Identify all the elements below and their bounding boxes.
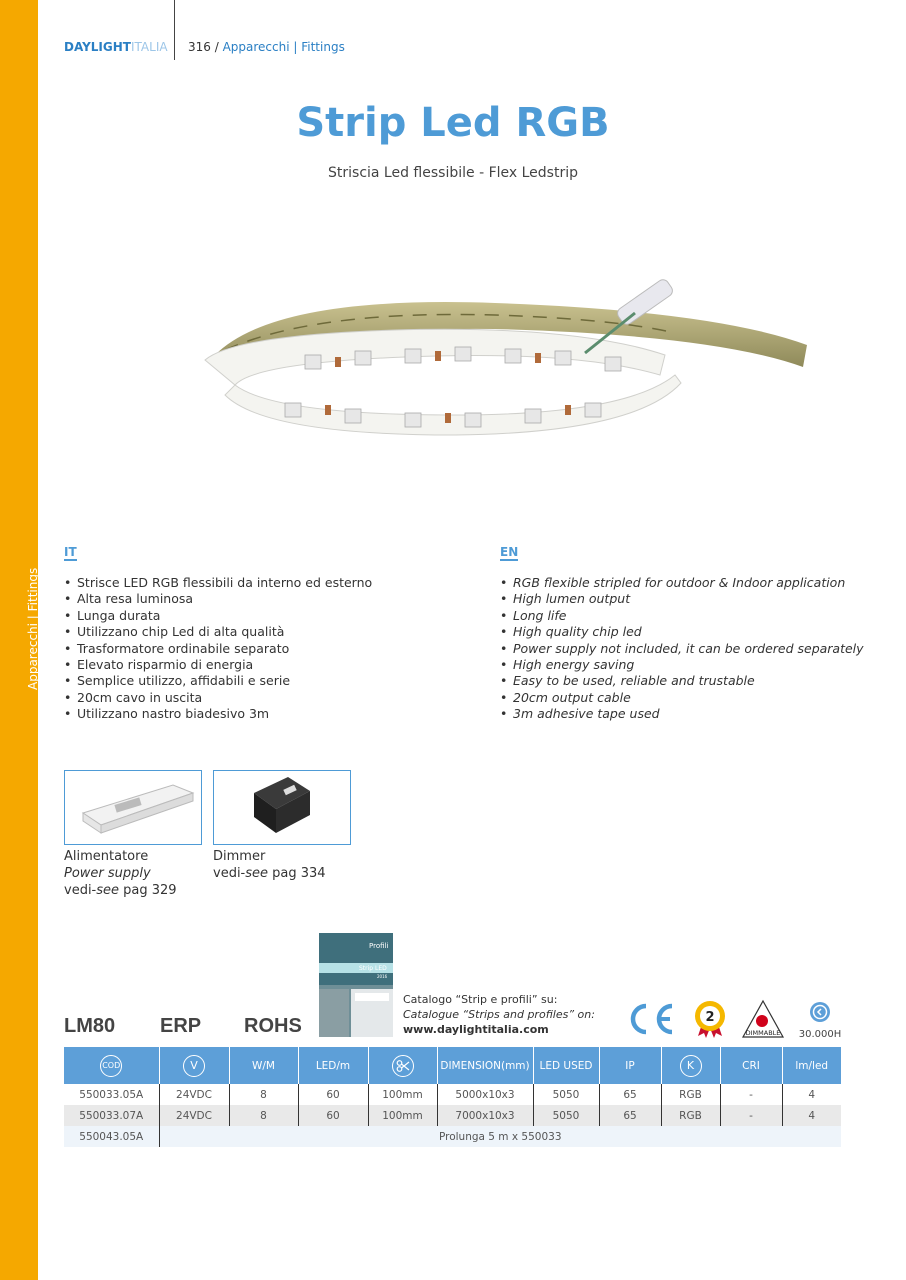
cell-power: 8: [229, 1105, 298, 1126]
cell-ip: 65: [599, 1105, 661, 1126]
cell-cri: -: [720, 1084, 782, 1105]
cell-dimension: 7000x10x3: [437, 1105, 533, 1126]
kelvin-icon: K: [680, 1055, 702, 1077]
warranty-badge-icon: [692, 1000, 728, 1038]
list-item: • Elevato risparmio di energia: [64, 657, 372, 673]
cell-extension-description: Prolunga 5 m x 550033: [159, 1126, 841, 1147]
code-column-header: [64, 1047, 159, 1084]
list-item: • 20cm output cable: [500, 690, 864, 706]
ip-column-header: IP: [599, 1047, 661, 1084]
list-item: • Semplice utilizzo, affidabili e serie: [64, 673, 372, 689]
list-item: • Power supply not included, it can be ordered separately: [500, 641, 864, 657]
list-item: • Strisce LED RGB flessibili da interno ed esterno: [64, 575, 372, 591]
code-icon: COD: [100, 1055, 122, 1077]
warranty-years: 2: [705, 1010, 715, 1025]
cell-voltage: 24VDC: [159, 1105, 229, 1126]
spec-table: [64, 1047, 841, 1147]
clock-icon: [809, 1001, 831, 1023]
it-feature-list: [64, 575, 372, 723]
catalog-cover-image[interactable]: [319, 933, 393, 1037]
list-item: • Utilizzano chip Led di alta qualità: [64, 624, 372, 640]
lm-led-column-header: lm/led: [782, 1047, 841, 1084]
sidebar-label: Apparecchi | Fittings: [26, 567, 40, 690]
en-feature-list: [500, 575, 864, 723]
page-number: 316: [188, 40, 211, 54]
voltage-column-header: [159, 1047, 229, 1084]
list-item: • Long life: [500, 608, 864, 624]
lm80-label: LM80: [64, 1015, 116, 1037]
scissors-icon: [392, 1055, 414, 1077]
cell-ip: 65: [599, 1084, 661, 1105]
cell-color: RGB: [661, 1105, 720, 1126]
power-supply-image[interactable]: [64, 770, 202, 845]
list-item: • Utilizzano nastro biadesivo 3m: [64, 706, 372, 722]
website-link[interactable]: www.daylightitalia.com: [403, 1023, 549, 1036]
cell-dimension: 5000x10x3: [437, 1084, 533, 1105]
cell-lm-led: 4: [782, 1105, 841, 1126]
list-item: • 20cm cavo in uscita: [64, 690, 372, 706]
lifetime-badge: [796, 1001, 844, 1040]
cut-column-header: [368, 1047, 437, 1084]
cell-code: 550043.05A: [64, 1126, 159, 1147]
dimmer-image[interactable]: [213, 770, 351, 845]
svg-text:2016: 2016: [377, 974, 388, 979]
cell-led-used: 5050: [533, 1084, 599, 1105]
cell-lm-led: 4: [782, 1084, 841, 1105]
list-item: • High energy saving: [500, 657, 864, 673]
table-row: [64, 1084, 841, 1105]
led-used-column-header: LED USED: [533, 1047, 599, 1084]
dimmer-caption: Dimmer vedi-see pag 334: [213, 849, 326, 881]
cell-color: RGB: [661, 1084, 720, 1105]
voltage-icon: V: [183, 1055, 205, 1077]
cell-cri: -: [720, 1105, 782, 1126]
cell-voltage: 24VDC: [159, 1084, 229, 1105]
led-per-meter-column-header: LED/m: [298, 1047, 368, 1084]
power-supply-caption: Alimentatore Power supply vedi-see pag 329: [64, 849, 177, 898]
list-item: • High quality chip led: [500, 624, 864, 640]
it-heading: IT: [64, 545, 77, 559]
catalog-info: Catalogo “Strip e profili” su: Catalogue “Strips and profiles” on: www.daylightitalia.com: [403, 993, 595, 1036]
lifetime-hours: 30.000H: [798, 1029, 842, 1040]
cell-cut: 100mm: [368, 1105, 437, 1126]
rohs-label: ROHS: [244, 1015, 302, 1037]
page-subtitle: Striscia Led flessibile - Flex Ledstrip: [328, 165, 578, 181]
cell-led-per-meter: 60: [298, 1105, 368, 1126]
sidebar-band: [0, 0, 38, 1280]
brand-logo: DAYLIGHTITALIA: [64, 40, 168, 54]
list-item: • Easy to be used, reliable and trustable: [500, 673, 864, 689]
cell-cut: 100mm: [368, 1084, 437, 1105]
list-item: • 3m adhesive tape used: [500, 706, 864, 722]
cell-led-per-meter: 60: [298, 1084, 368, 1105]
ce-mark-icon: [624, 1000, 676, 1038]
header-divider: [174, 0, 175, 60]
en-heading: EN: [500, 545, 519, 559]
dimmable-label: DIMMABLE: [745, 1029, 781, 1037]
dimension-column-header: DIMENSION(mm): [437, 1047, 533, 1084]
list-item: • Alta resa luminosa: [64, 591, 372, 607]
list-item: • RGB flexible stripled for outdoor & Indoor application: [500, 575, 864, 591]
section-link[interactable]: Apparecchi | Fittings: [222, 40, 345, 54]
color-temp-column-header: [661, 1047, 720, 1084]
led-strip-image: [195, 275, 815, 450]
catalog-thumb-label: Profili: [369, 942, 389, 950]
page-title: Strip Led RGB: [296, 100, 610, 146]
list-item: • Trasformatore ordinabile separato: [64, 641, 372, 657]
dimmable-icon: [741, 999, 785, 1041]
table-header-row: [64, 1047, 841, 1084]
cell-power: 8: [229, 1084, 298, 1105]
cell-led-used: 5050: [533, 1105, 599, 1126]
svg-text:Strip LED: Strip LED: [359, 965, 387, 972]
cell-code: 550033.07A: [64, 1105, 159, 1126]
table-row: [64, 1126, 841, 1147]
erp-label: ERP: [160, 1015, 202, 1037]
cell-code: 550033.05A: [79, 1088, 144, 1101]
cri-column-header: CRI: [720, 1047, 782, 1084]
list-item: • Lunga durata: [64, 608, 372, 624]
power-column-header: W/M: [229, 1047, 298, 1084]
list-item: • High lumen output: [500, 591, 864, 607]
breadcrumb: 316 / Apparecchi | Fittings: [188, 40, 345, 54]
table-row: [64, 1105, 841, 1126]
